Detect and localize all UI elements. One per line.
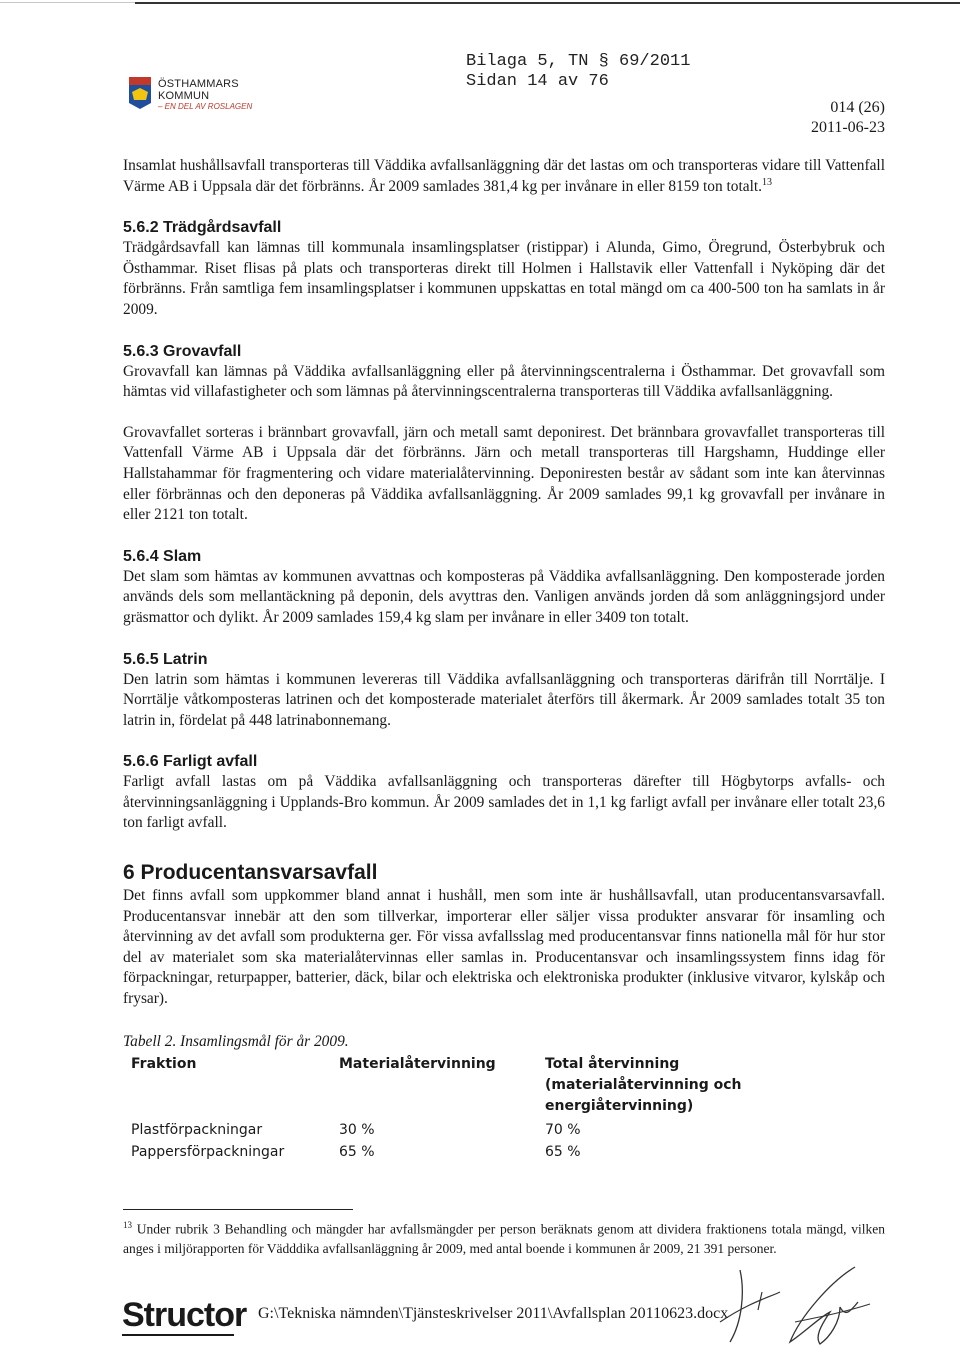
appendix-line: Bilaga 5, TN § 69/2011 xyxy=(466,52,691,71)
header-rule xyxy=(135,2,960,4)
page-reference xyxy=(811,98,885,138)
section-562-paragraph: Trädgårdsavfall kan lämnas till kommunala insamlingsplatser (ristippar) i Alunda, Gimo, Öregrund, Österbybruk och Östhammar. Riset flisas på plats och transporteras direkt till Holmen i Hallstavik eller Vattenfall i Nyköping där det förbränns. Från samtliga fem insamlingsplatser i kommunen uppskattas en total mängd om ca 400-500 ton ha samlats in år 2009. xyxy=(123,239,885,318)
structor-logo: Structor xyxy=(122,1296,247,1334)
chapter-6-paragraph: Det finns avfall som uppkommer bland annat i hushåll, men som inte är hushållsavfall, utan producentansvarsavfall. Producentansvar innebär att den som tillverkar, importerar eller säljer vissa produkter ansvarar för insamling och återvinning av det avfall som produkterna ger. För vissa avfallsslag med producentansvar finns nationella mål för hur stor del av materialet som ska materialåtervinnas eller samlas in. Producentansvar och insamlingssystem finns idag för förpackningar, returpapper, batterier, däck, bilar och elektriska och elektroniska produkter (inklusive vitvaror, kylskåp och frysar). xyxy=(123,887,885,1008)
table-row xyxy=(131,1119,885,1141)
table-cell: 65 % xyxy=(339,1144,375,1161)
section-566-paragraph: Farligt avfall lastas om på Väddika avfallsanläggning och transporteras därefter till Högbytorps avfalls- och återvinningsanläggning i Upplands-Bro kommun. År 2009 samlades det in 1,1 kg farligt avfall per invånare eller totalt 23,6 ton farligt avfall. xyxy=(123,773,885,832)
section-565-paragraph: Den latrin som hämtas i kommunen levereras till Väddika avfallsanläggning och transporteras därifrån till Norrtälje. I Norrtälje våtkomposteras latrinen och det komposterade materialet återförs till åkermark. År 2009 samlades totalt 35 ton latrin in, fördelat på 448 latrinabonnemang. xyxy=(123,670,885,729)
table-cell: 30 % xyxy=(339,1122,375,1139)
handwritten-signature xyxy=(690,1262,890,1352)
file-path: G:\Tekniska nämnden\Tjänsteskrivelser 2011\Avfallsplan 20110623.docx xyxy=(258,1305,729,1322)
chapter-heading-6: 6 Producentansvarsavfall xyxy=(123,861,378,885)
page-count-line: Sidan 14 av 76 xyxy=(466,72,609,91)
column-header-total-recycling: Total återvinning (materialåtervinning och energiåtervinning) xyxy=(545,1056,742,1115)
footnote xyxy=(123,1216,885,1258)
table-cell: 65 % xyxy=(545,1144,581,1161)
section-heading-566: 5.6.6 Farligt avfall xyxy=(123,753,258,771)
table-cell: 70 % xyxy=(545,1122,581,1139)
footnote-ref: 13 xyxy=(761,176,772,188)
appendix-stamp xyxy=(466,52,690,92)
document-date: 2011-06-23 xyxy=(810,119,885,136)
section-heading-563: 5.6.3 Grovavfall xyxy=(123,342,242,360)
section-564-paragraph: Det slam som hämtas av kommunen avvattnas och komposteras på Väddika avfallsanläggning. Den komposterade jorden används dels som mellantäckning på deponin, dels avyttras den. Vanligen används jorden då som anläggningsjord under gräsmattor och dylikt. År 2009 samlades 159,4 kg slam per invånare in eller 3409 ton totalt. xyxy=(123,567,885,626)
logo-name-line1: ÖSTHAMMARS xyxy=(158,78,239,90)
municipality-logo xyxy=(128,74,278,114)
logo-tagline: – EN DEL AV ROSLAGEN xyxy=(158,102,253,111)
table-cell: Plastförpackningar xyxy=(131,1122,263,1139)
footnote-number: 13 xyxy=(123,1220,132,1230)
section-563-paragraph-2: Grovavfallet sorteras i brännbart grovavfall, järn och metall samt deponirest. Det brännbara grovavfallet transporteras till Vattenfall Värme AB i Uppsala där det förbränns. Järn och metall transporteras till Hargshamn, Huddinge eller Hallstahammar för fragmentering och vidare materialåtervinning. Deponiresten består av sådant som inte kan återvinnas eller förbrännas och den deponeras på Väddika avfallsanläggning. År 2009 samlades 99,1 kg grovavfall per invånare in eller 2121 ton totalt. xyxy=(123,423,885,524)
column-header-fraction: Fraktion xyxy=(131,1056,197,1073)
footnote-text: Under rubrik 3 Behandling och mängder har avfallsmängder per person beräknats genom att dividera fraktionens totala mängd, vilken anges i miljörapporten för Vädddika avfallsanläggning år 2009, med antal boende i kommunen år 2009, 21 391 personer. xyxy=(123,1221,885,1256)
table-caption: Tabell 2. Insamlingsmål för år 2009. xyxy=(123,1032,349,1050)
footnote-divider xyxy=(123,1209,353,1210)
column-header-material-recycling: Materialåtervinning xyxy=(339,1056,496,1073)
page-number: 014 (26) xyxy=(830,99,885,116)
intro-paragraph: Insamlat hushållsavfall transporteras till Väddika avfallsanläggning där det lastas om och transporteras vidare till Vattenfall Värme AB i Uppsala där det förbränns. År 2009 samlades 381,4 kg per invånare in eller 8159 ton totalt.$^{13}$ xyxy=(123,157,885,195)
section-heading-562: 5.6.2 Trädgårdsavfall xyxy=(123,219,282,237)
logo-name-line2: KOMMUN xyxy=(158,90,210,102)
table-header-row xyxy=(131,1052,885,1119)
section-heading-564: 5.6.4 Slam xyxy=(123,547,202,565)
section-heading-565: 5.6.5 Latrin xyxy=(123,650,208,668)
document-body xyxy=(123,156,885,1163)
table-row xyxy=(131,1141,885,1163)
section-563-paragraph-1: Grovavfall kan lämnas på Väddika avfallsanläggning eller på återvinningscentralerna i Östhammar. Det grovavfall som hämtas vid villafastigheter och som lämnas på återvinningscentralerna transporteras till Väddika avfallsanläggning. xyxy=(123,362,885,401)
structor-logo-underline xyxy=(122,1334,234,1336)
coat-of-arms-icon xyxy=(128,76,152,110)
table-cell: Pappersförpackningar xyxy=(131,1144,285,1161)
collection-targets-table xyxy=(131,1052,885,1163)
